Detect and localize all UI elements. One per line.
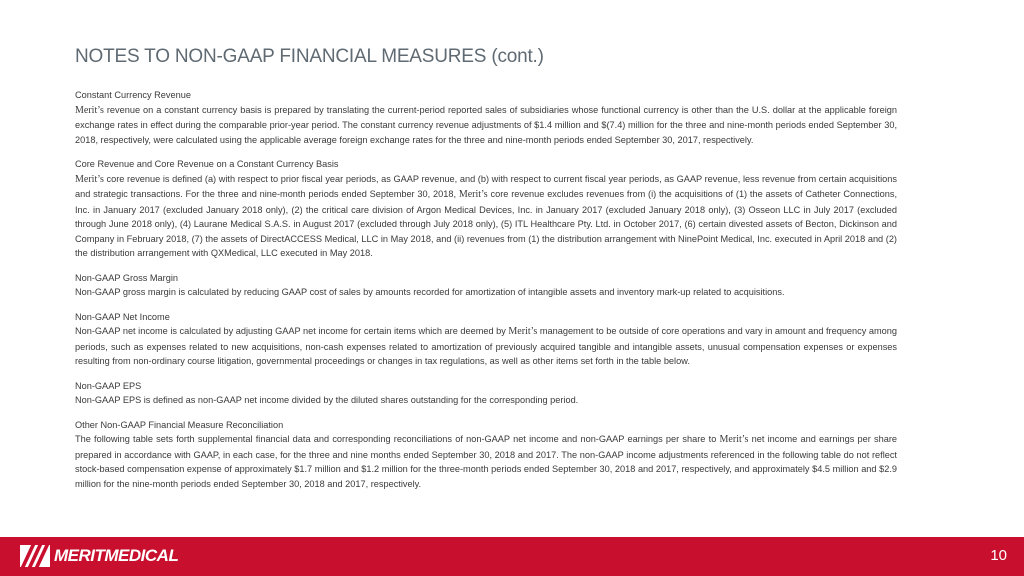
section-text: Non-GAAP net income is calculated by adjusting GAAP net income for certain items which are deemed by <box>75 326 509 336</box>
logo-mark-icon <box>20 545 50 567</box>
section-heading: Non-GAAP Gross Margin <box>75 272 178 283</box>
section-text: The following table sets forth supplemental financial data and corresponding reconciliations of non-GAAP net income and non-GAAP earnings per share to <box>75 434 720 444</box>
section-heading: Non-GAAP EPS <box>75 380 142 391</box>
footer-bar <box>0 537 1024 576</box>
section-text: Non-GAAP EPS is defined as non-GAAP net income divided by the diluted shares outstanding for the corresponding period. <box>75 395 579 405</box>
section-heading: Other Non-GAAP Financial Measure Reconciliation <box>75 419 284 430</box>
section-heading: Non-GAAP Net Income <box>75 311 170 322</box>
section-core-revenue <box>75 157 897 261</box>
notes-content <box>75 88 897 501</box>
section-body <box>75 285 897 300</box>
section-non-gaap-net-income <box>75 310 897 369</box>
merit-name: Merit’s <box>458 189 488 200</box>
section-constant-currency-revenue <box>75 88 897 147</box>
section-text: management to be outside of core operations and vary in amount and frequency among periods, such as expenses related to new acquisitions, non-cash expenses related to amortization of previously acquired tangible and intangible assets, unusual compensation expenses or expenses resulting from non-ordinary course litigation, governmental proceedings or changes in tax regulations, as well as other items set forth in the table below. <box>75 326 897 366</box>
section-non-gaap-eps <box>75 379 897 408</box>
page-number: 10 <box>990 547 1007 564</box>
section-text: core revenue is defined (a) with respect to prior fiscal year periods, as GAAP revenue, and (b) with respect to current fiscal year periods, as GAAP revenue, less revenue from certain acquisitions and strategic transactions. For the three and nine-month periods ended September 30, 2018, <box>75 173 897 199</box>
section-text: revenue on a constant currency basis is prepared by translating the current-period reported sales of subsidiaries whose functional currency is other than the U.S. dollar at the applicable foreign exchange rates in effect during the comparable prior-year period. The constant currency revenue adjustments of $1.4 million and $(7.4) million for the three and nine-month periods ended September 30, 2018, respectively, were calculated using the applicable average foreign exchange rates for the three and nine-month periods ended September 30, 2017, respectively. <box>75 104 897 145</box>
section-text: Non-GAAP gross margin is calculated by reducing GAAP cost of sales by amounts recorded for amortization of intangible assets and inventory mark-up related to acquisitions. <box>75 287 785 297</box>
section-body <box>75 324 897 369</box>
section-body <box>75 103 897 148</box>
section-body <box>75 172 897 261</box>
section-non-gaap-gross-margin <box>75 271 897 300</box>
section-text: core revenue excludes revenues from (i) the acquisitions of (1) the assets of Catheter Connections, Inc. in January 2017 (excluded January 2018 only), (2) the critical care division of Argon Medical Devices, Inc. in January 2017 (excluded January 2018 only), (3) Osseon LLC in July 2017 (excluded through June 2018 only), (4) Laurane Medical S.A.S. in August 2017 (excluded through July 2018 only), (5) ITL Healthcare Pty. Ltd. in October 2017, (6) certain divested assets of Becton, Dickinson and Company in February 2018, (7) the assets of DirectACCESS Medical, LLC in May 2018, and (ii) revenues from (1) the distribution arrangement with NinePoint Medical, Inc. executed in April 2018 and (2) the distribution arrangement with QXMedical, LLC executed in May 2018. <box>75 189 897 258</box>
merit-medical-logo <box>20 545 178 567</box>
logo-text: MERITMEDICAL <box>54 546 179 565</box>
merit-name: Merit’s <box>75 104 104 116</box>
section-heading: Constant Currency Revenue <box>75 90 191 100</box>
section-body <box>75 393 897 408</box>
section-text: net income and earnings per share prepared in accordance with GAAP, in each case, for the three and nine months ended September 30, 2018 and 2017. The non-GAAP income adjustments referenced in the following table do not reflect stock-based compensation expense of approximately $1.7 million and $1.2 million for the three-month periods ended September 30, 2018 and 2017, respectively, and approximately $4.5 million and $2.9 million for the nine-month periods ended September 30, 2018 and 2017, respectively. <box>75 434 897 489</box>
merit-name: Merit’s <box>508 326 538 337</box>
section-heading: Core Revenue and Core Revenue on a Constant Currency Basis <box>75 159 339 169</box>
merit-name: Merit’s <box>719 434 749 445</box>
merit-name: Merit’s <box>75 173 104 185</box>
page-title: NOTES TO NON-GAAP FINANCIAL MEASURES (cont.) <box>75 46 544 67</box>
section-body <box>75 432 897 491</box>
section-other-reconciliation <box>75 418 897 492</box>
